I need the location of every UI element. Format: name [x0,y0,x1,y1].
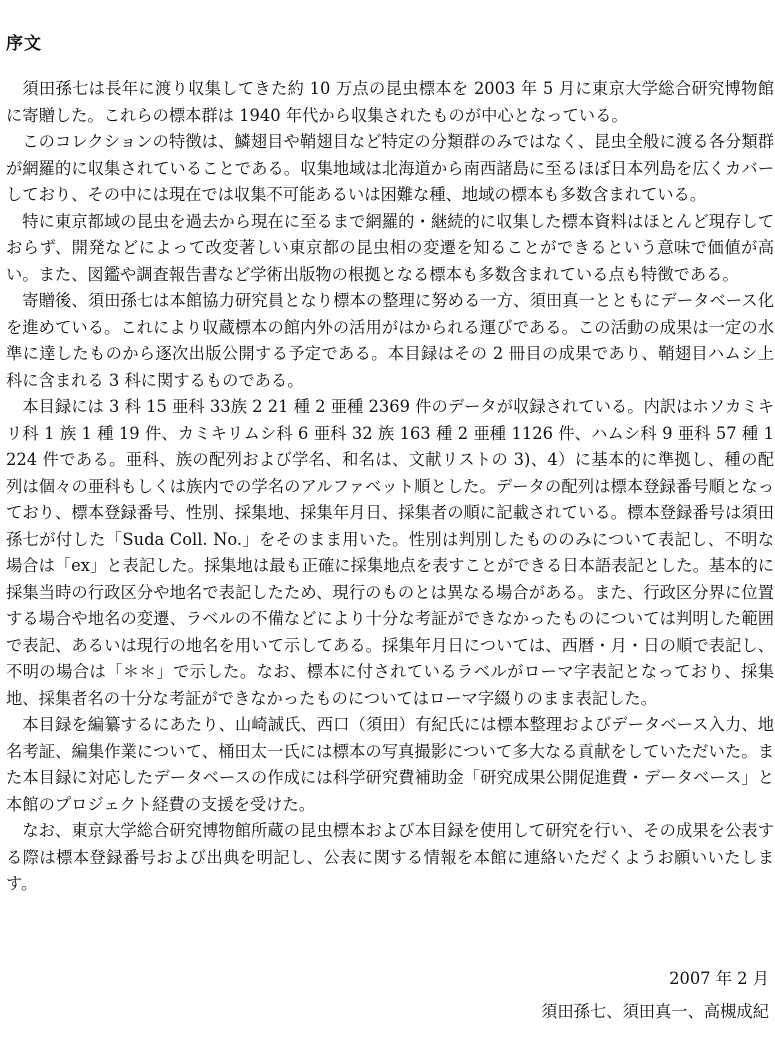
paragraph-6: 本目録を編纂するにあたり、山崎誠氏、西口（須田）有紀氏には標本整理およびデータベース入力、地名考証、編集作業について、桶田太一氏には標本の写真撮影について多大なる貢献をしていただいた。また本目録に対応したデータベースの作成には科学研究費補助金「研究成果公開促進費・データベース」と本館のプロジェクト経費の支援を受けた。 [6,715,774,814]
closing-authors: 須田孫七、須田真一、高槻成紀 [541,1002,769,1021]
closing-date: 2007 年 2 月 [669,969,769,988]
paragraph-3: 特に東京都域の昆虫を過去から現在に至るまで網羅的・継続的に収集した標本資料はほとんど現存しておらず、開発などによって改変著しい東京都の昆虫相の変遷を知ることができるという意味で価値が高い。また、図鑑や調査報告書など学術出版物の根拠となる標本も多数含まれている点も特徴である。 [6,211,774,284]
page-title: 序文 [6,34,42,54]
paragraph-7: なお、東京大学総合研究博物館所蔵の昆虫標本および本目録を使用して研究を行い、その成果を公表する際は標本登録番号および出典を明記し、公表に関する情報を本館に連絡いただくようお願いいたします。 [6,821,774,893]
paragraph-4: 寄贈後、須田孫七は本館協力研究員となり標本の整理に努める一方、須田真一とともにデータベース化を進めている。これにより収蔵標本の館内外の活用がはかられる運びである。この活動の成果は一定の水準に達したものから逐次出版公開する予定である。本目録はその 2 冊目の成果であり、鞘翅目ハムシ上科に含まれる 3 科に関するものである。 [6,291,774,390]
paragraph-2: このコレクションの特徴は、鱗翅目や鞘翅目など特定の分類群のみではなく、昆虫全般に渡る各分類群が網羅的に収集されていることである。収集地域は北海道から南西諸島に至るほぼ日本列島を広くカバーしており、その中には現在では収集不可能あるいは困難な種、地域の標本も多数含まれている。 [6,132,774,204]
closing-signature [541,962,769,1028]
paragraph-1: 須田孫七は長年に渡り収集してきた約 10 万点の昆虫標本を 2003 年 5 月に東京大学総合研究博物館に寄贈した。これらの標本群は 1940 年代から収集されたものが中心となっている。 [6,79,774,125]
preface-body [6,76,774,898]
paragraph-5: 本目録には 3 科 15 亜科 33族 2 21 種 2 亜種 2369 件のデータが収録されている。内訳はホソカミキリ科 1 族 1 種 19 件、カミキリムシ科 6 亜科 32 族 163 種 2 亜種 1126 件、ハムシ科 9 亜科 57 種 1224 件である。亜科、族の配列および学名、和名は、文献リストの 3)、4）に基本的に準拠し、種の配列は個々の亜科もしくは族内での学名のアルファベット順とした。データの配列は標本登録番号順となっており、標本登録番号、性別、採集地、採集年月日、採集者の順に記載されている。標本登録番号は須田孫七が付した「Suda Coll. No.」をそのまま用いた。性別は判別したもののみについて表記し、不明な場合は「ex」と表記した。採集地は最も正確に採集地点を表すことができる日本語表記とした。基本的に採集当時の行政区分や地名で表記したため、現行のものとは異なる場合がある。また、行政区分界に位置する場合や地名の変遷、ラベルの不備などにより十分な考証ができなかったものについては判明した範囲で表記、あるいは現行の地名を用いて示してある。採集年月日については、西暦・月・日の順で表記し、不明の場合は「＊＊」で示した。なお、標本に付されているラベルがローマ字表記となっており、採集地、採集者名の十分な考証ができなかったものについてはローマ字綴りのまま表記した。 [6,397,774,708]
